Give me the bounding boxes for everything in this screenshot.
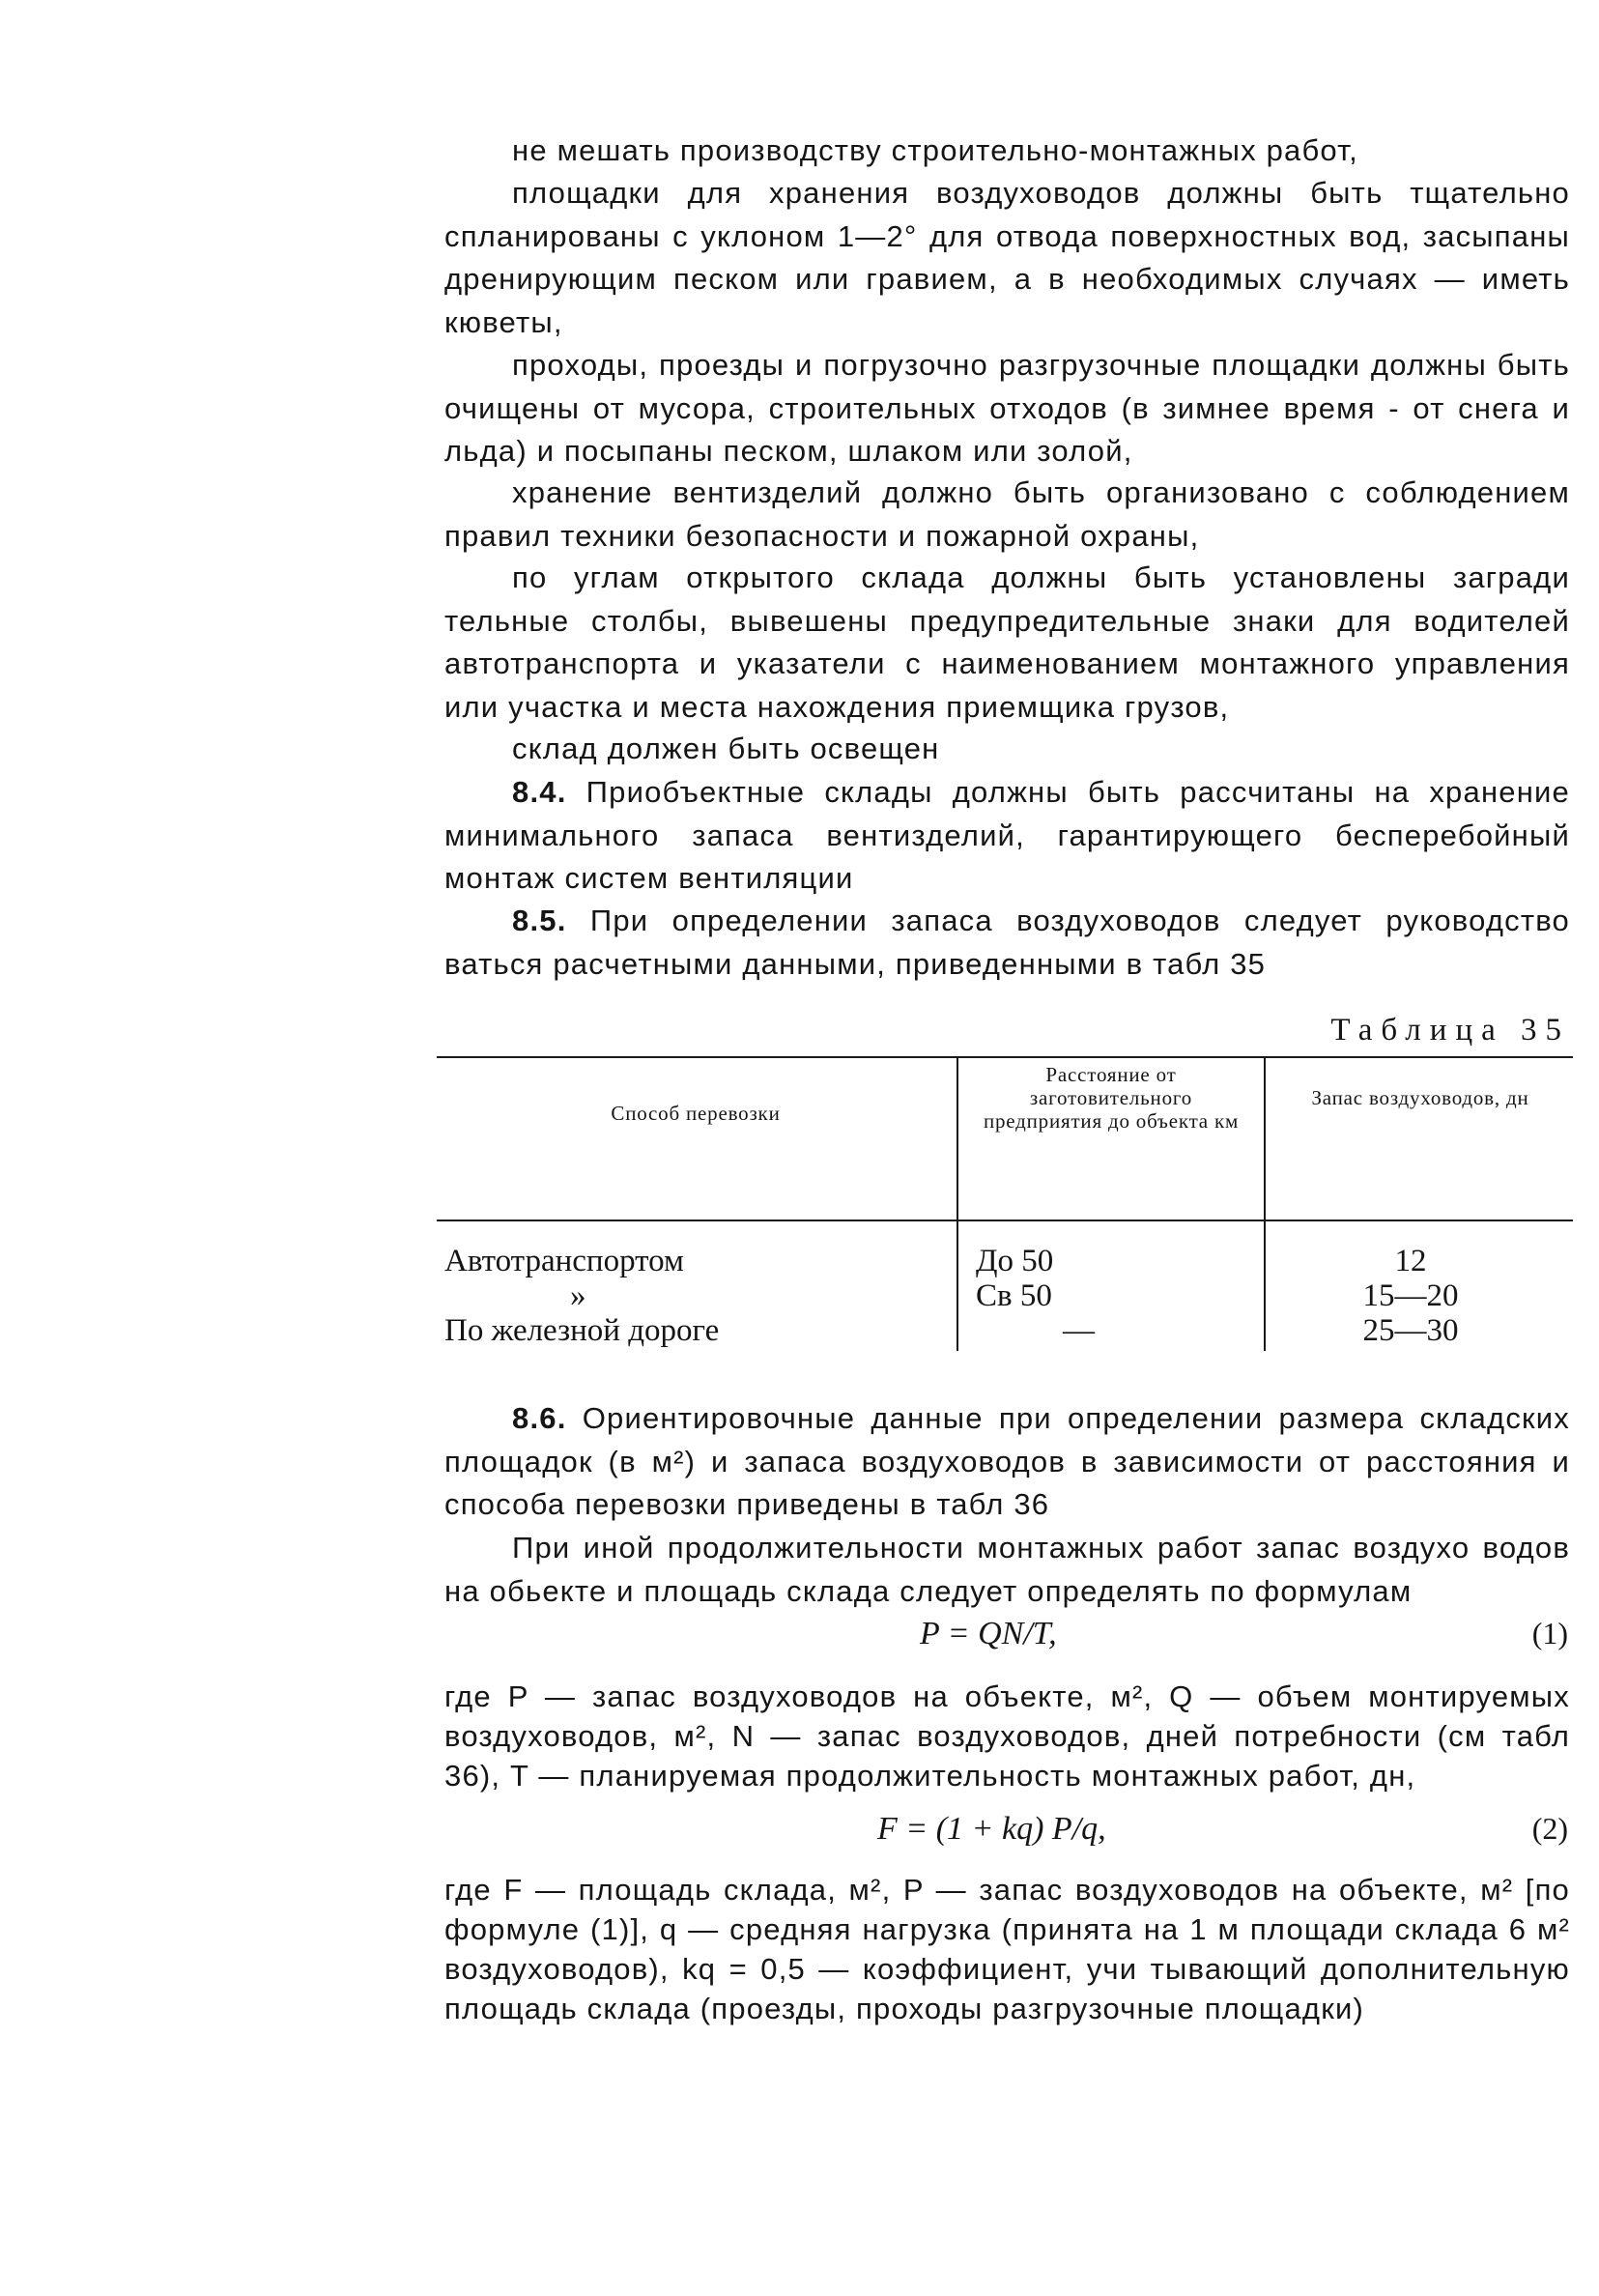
cell-stock: 12	[1394, 1244, 1427, 1278]
section-8-5: 8.5. При определении запаса воздуховодов следует руководство ваться расчетными данными, приведенными в табл 35	[444, 904, 1570, 981]
header-stock: Запас воздуховодов, дн	[1311, 1086, 1529, 1109]
section-number: 8.5.	[512, 904, 567, 937]
paragraph-formula-intro: При иной продолжительности монтажных работ запас воздухо водов на обьекте и площадь склада следует определять по формулам	[444, 1531, 1570, 1608]
table-caption: Таблица 35	[1330, 1013, 1570, 1048]
paragraph-requirement-2: площадки для хранения воздуховодов должны быть тщательно спланированы с уклоном 1—2° для отвода поверхностных вод, засыпаны дренирующим песком или гравием, а в необходимых случаях — иметь кюветы,	[444, 176, 1570, 339]
section-number: 8.4.	[512, 775, 567, 809]
header-distance: Расстояние от заготовительного предприятия до объекта км	[983, 1063, 1240, 1133]
table-header-rule	[437, 1220, 1573, 1221]
paragraph-requirement-3: проходы, проезды и погрузочно разгрузочные площадки должны быть очищены от мусора, строительных отходов (в зимнее время - от снега и льда) и посыпаны песком, шлаком или золой,	[444, 348, 1570, 468]
cell-method: По железной дороге	[444, 1313, 720, 1348]
section-number: 8.6.	[512, 1401, 567, 1435]
formula-2: F = (1 + kq) P/q,	[877, 1811, 1106, 1847]
formula-2-number: (2)	[1531, 1811, 1568, 1846]
formula-1: P = QN/T,	[920, 1616, 1057, 1651]
section-8-6: 8.6. Ориентировочные данные при определении размера складских площадок (в м²) и запаса воздуховодов в зависимости от расстояния и способа перевозки приведены в табл 36	[444, 1401, 1570, 1521]
cell-stock: 15—20	[1362, 1278, 1459, 1313]
paragraph-requirement-5: по углам открытого склада должны быть установлены загради тельные столбы, вывешены предупредительные знаки для водителей автотранспорта и указатели с наименованием монтажного управления или участка и места нахождения приемщика грузов,	[444, 560, 1570, 724]
formula-1-number: (1)	[1531, 1616, 1568, 1650]
cell-method: »	[570, 1278, 586, 1313]
paragraph-requirement-4: хранение вентизделий должно быть организовано с соблюдением правил техники безопасности и пожарной охраны,	[444, 475, 1570, 553]
cell-stock: 25—30	[1362, 1313, 1459, 1348]
cell-method: Автотранспортом	[444, 1244, 684, 1278]
paragraph-formula-1-legend: где P — запас воздуховодов на объекте, м², Q — объем монтируемых воздуховодов, м², N — запас воздуховодов, дней потребности (см табл 36), T — планируемая продолжительность монтажных работ, дн,	[444, 1679, 1570, 1793]
paragraph-requirement-1: не мешать производству строительно-монтажных работ,	[512, 133, 1358, 167]
table-column-divider	[957, 1058, 958, 1351]
paragraph-requirement-6: склад должен быть освещен	[512, 732, 940, 765]
cell-distance: Св 50	[976, 1278, 1052, 1313]
paragraph-formula-2-legend: где F — площадь склада, м², P — запас воздуховодов на объекте, м² [по формуле (1)], q — средняя нагрузка (принята на 1 м площади склада 6 м² воздуховодов), kq = 0,5 — коэффициент, учи тывающий дополнительную площадь склада (проезды, проходы разгрузочные площадки)	[444, 1873, 1570, 2025]
header-method: Способ перевозки	[611, 1102, 781, 1125]
table-top-rule	[437, 1056, 1573, 1058]
cell-distance: —	[1063, 1313, 1095, 1348]
section-8-4: 8.4. Приобъектные склады должны быть рассчитаны на хранение минимального запаса вентизделий, гарантирующего бесперебойный монтаж систем вентиляции	[444, 775, 1570, 895]
cell-distance: До 50	[976, 1244, 1054, 1278]
